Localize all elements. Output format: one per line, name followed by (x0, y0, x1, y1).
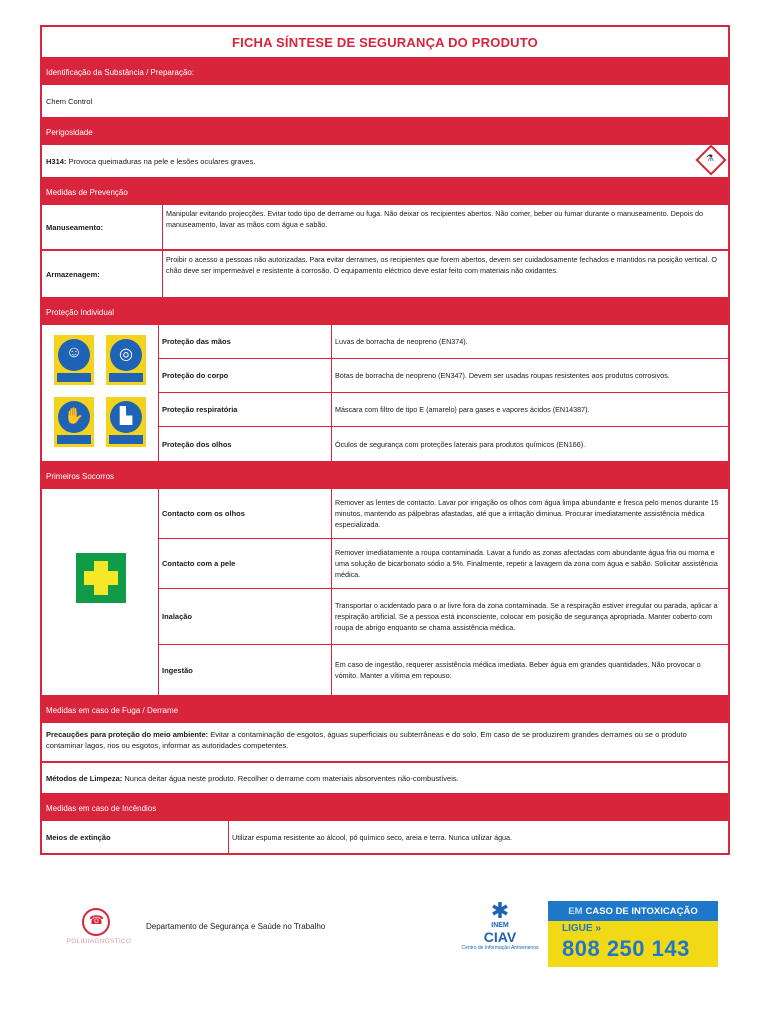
badge-em: EM (568, 905, 583, 917)
respirator-sign-icon: ☺ (54, 335, 94, 385)
department-name: Departamento de Segurança e Saúde no Trabalho (146, 922, 326, 931)
protection-text: Botas de borracha de neopreno (EN347). Devem ser usadas roupas resistentes aos produtos corrosivos. (332, 359, 728, 393)
first-aid-text: Remover imediatamente a roupa contaminada. Lavar a fundo as zonas afectadas com abundante água fria ou morna e uma solução de bicarbonato sódio a 5%. Finalmente, repetir a lavagem da zona com água e sabão. Solicitar assistência médica. (332, 539, 728, 589)
page-title: FICHA SÍNTESE DE SEGURANÇA DO PRODUTO (42, 27, 728, 59)
star-of-life-icon: ✱ (490, 898, 510, 923)
protection-label: Proteção do corpo (159, 359, 331, 393)
inem-label: INEM (491, 922, 509, 929)
first-aid-text: Remover as lentes de contacto. Lavar por irrigação os olhos com água limpa abundante e fresca pelo menos durante 15 minutos, mantendo as pálpebras afastadas, até que a irritação diminua. Procurar imediatamente assistência médica especializada. (332, 489, 728, 539)
first-aid-table (42, 489, 728, 697)
protection-label: Proteção dos olhos (162, 439, 232, 449)
spill-cleaning-row (42, 763, 728, 795)
protection-text: Óculos de segurança com proteções laterais para produtos químicos (EN166). (335, 439, 586, 449)
hotline-number: 808 250 143 (562, 936, 690, 961)
section-header-perigosidade: Perigosidade (42, 119, 728, 145)
prevention-label: Manuseamento: (42, 205, 163, 249)
boots-sign-icon: ▙ (106, 397, 146, 447)
section-header-fuga: Medidas em caso de Fuga / Derrame (42, 697, 728, 723)
spill-text: Evitar a contaminação de esgotos, águas superficiais ou subterrâneas e do solo. Em caso de se produzirem grandes derrames ou se o produto contaminar lagos, rios ou esgotos, informar as autoridades competentes. (46, 730, 687, 750)
section-header-protecao: Proteção Individual (42, 299, 728, 325)
section-header-incendios: Medidas em caso de Incêndios (42, 795, 728, 821)
first-aid-label: Ingestão (162, 665, 193, 675)
section-header-identificacao: Identificação da Substância / Preparação: (42, 59, 728, 85)
prevention-row (42, 205, 728, 251)
substance-name: Chem Control (42, 85, 728, 119)
fire-label: Meios de extinção (42, 821, 229, 853)
protection-text: Máscara com filtro de tipo E (amarelo) para gases e vapores ácidos (EN14387). (332, 393, 728, 427)
first-aid-texts (332, 489, 728, 695)
protection-table (42, 325, 728, 463)
spill-label: Métodos de Limpeza: (46, 773, 123, 783)
ciav-label: CIAV (483, 929, 517, 945)
prevention-row (42, 251, 728, 299)
first-aid-text: Em caso de ingestão, requerer assistência médica imediata. Beber água em grandes quantidades. Não provocar o vómito. Manter a vítima em repouso. (335, 660, 701, 680)
corrosion-icon: ⚗ (695, 144, 726, 175)
safety-sheet (40, 25, 730, 855)
footer (40, 900, 726, 980)
hazard-row (42, 145, 728, 179)
first-aid-label: Contacto com os olhos (159, 489, 331, 539)
protection-labels (159, 325, 332, 461)
company-logo-icon: ☎ (82, 908, 110, 936)
protection-label: Proteção respiratória (159, 393, 331, 427)
spill-text: Nunca deitar água neste produto. Recolher o derrame com materiais absorventes não-combustíveis. (124, 773, 459, 783)
spill-label: Precauções para proteção do meio ambiente: (46, 730, 209, 739)
face-shield-sign-icon: ◎ (106, 335, 146, 385)
protection-text: Luvas de borracha de neopreno (EN374). (332, 325, 728, 359)
prevention-label: Armazenagem: (42, 251, 163, 297)
fire-row (42, 821, 728, 853)
badge-title-text: CASO DE INTOXICAÇÃO (585, 905, 698, 917)
protection-texts (332, 325, 728, 461)
poison-hotline-badge (548, 901, 718, 967)
spill-environment-row (42, 723, 728, 763)
prevention-text: Manipular evitando projecções. Evitar todo tipo de derrame ou fuga. Não deixar os recipientes abertos. Não comer, beber ou fumar durante o manuseamento. Depois do manuseamento, lavar as mãos com água e sabão. (166, 209, 703, 229)
ciav-subtitle: Centro de Informação Antivenenos (461, 945, 539, 951)
prevention-text: Proibir o acesso a pessoas não autorizadas. Para evitar derrames, os recipientes que forem abertos, devem ser cuidadosamente fechados e mantidos na posição vertical. O chão deve ser impermeável e resistente à corrosão. O equipamento eléctrico deve estar feito com materiais não oxidantes. (166, 255, 717, 275)
first-aid-cross-icon (76, 553, 126, 603)
protection-label: Proteção das mãos (159, 325, 331, 359)
first-aid-labels (159, 489, 332, 695)
hazard-text: Provoca queimaduras na pele e lesões oculares graves. (68, 156, 256, 166)
badge-ligue: LIGUE » (562, 923, 601, 934)
first-aid-sign (42, 489, 159, 695)
ppe-signs (42, 325, 159, 461)
section-header-prevencao: Medidas de Prevenção (42, 179, 728, 205)
hazard-code: H314: (46, 156, 67, 166)
company-logo-name: POLIDIAGNÓSTICO (66, 938, 132, 945)
fire-text: Utilizar espuma resistente ao álcool, pó químico seco, areia e terra. Nunca utilizar água. (232, 832, 513, 842)
gloves-sign-icon: ✋ (54, 397, 94, 447)
inem-ciav-logo (460, 900, 540, 970)
company-logo (54, 902, 144, 957)
section-header-socorros: Primeiros Socorros (42, 463, 728, 489)
first-aid-text: Transportar o acidentado para o ar livre fora da zona contaminada. Se a respiração estiver irregular ou parada, aplicar a respiração artificial. Se a pessoa está inconsciente, colocar em posição de segurança apropriada. Manter coberto com roupa de abrigo enquanto se chama assistência médica. (332, 589, 728, 645)
first-aid-label: Contacto com a pele (159, 539, 331, 589)
badge-title (548, 901, 718, 921)
first-aid-label: Inalação (159, 589, 331, 645)
